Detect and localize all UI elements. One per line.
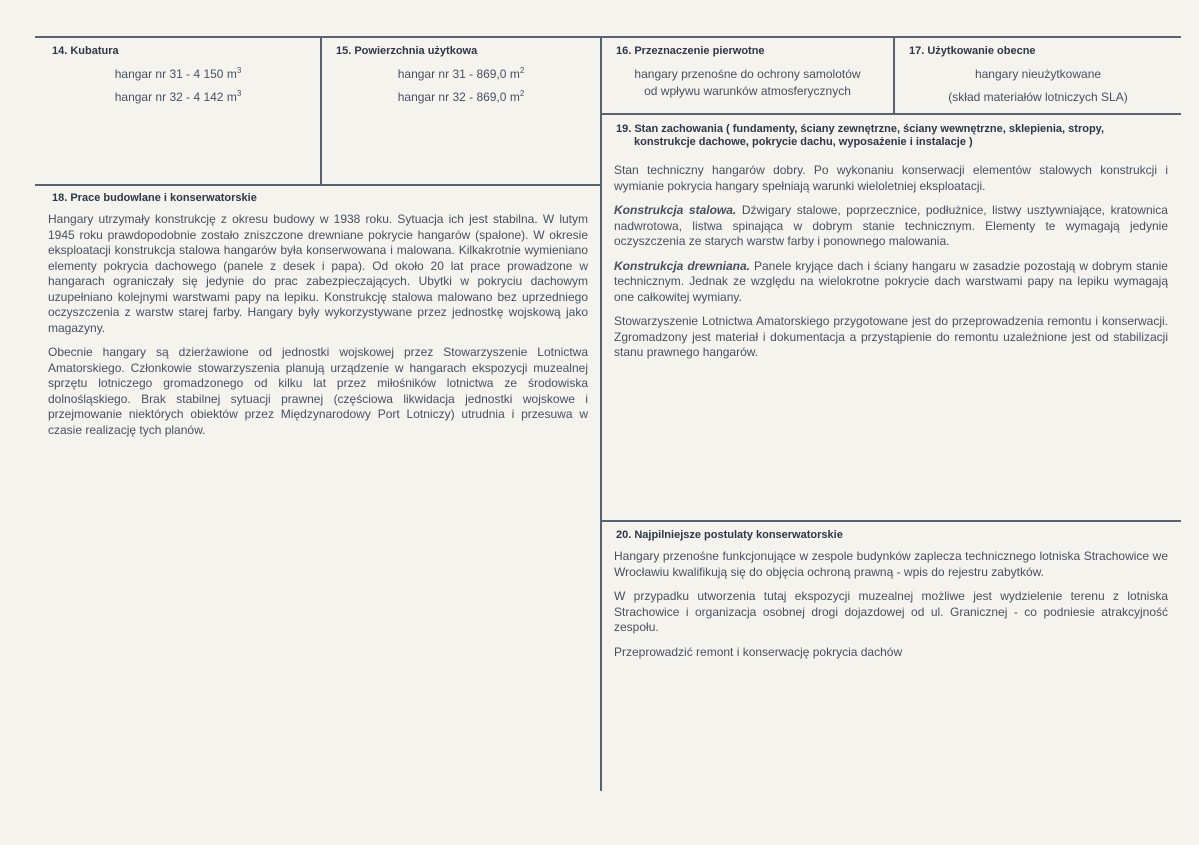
section-16-values: [602, 66, 893, 100]
section-18-paragraph-1: Hangary utrzymały konstrukcję z okresu budowy w 1938 roku. Sytuacja ich jest stabilna. W lutym 1945 roku prawdopodobnie zostało zniszczone drewniane pokrycie hangarów (spalone). W okresie eksploatacji konstrukcja stalowa hangarów była konserwowana i malowana. Kilkakrotnie wymieniano elementy pokrycia dachowego (panele z desek i papa). Od około 20 lat prace prowadzone w hangarach ograniczały się jedynie do prac zabezpieczających. Ubytki w pokryciu dachowym uzupełniano kolejnymi warstwami papy na lepiku. Konstrukcję stalowa malowano bez uprzedniego oczyszczenia z warstw starej farby. Hangary były wykorzystywane przez jednostkę wojskową jako magazyny.: [48, 212, 588, 335]
section-19-paragraph-4: Stowarzyszenie Lotnictwa Amatorskiego przygotowane jest do przeprowadzenia remontu i konserwacji. Zgromadzony jest materiał i dokumentacja a przystąpienie do remontu uzależnione jest od stabilizacji stanu prawnego hangarów.: [614, 314, 1168, 359]
section-20-paragraph-3: Przeprowadzić remont i konserwację pokrycia dachów: [614, 644, 903, 659]
section-20-title: 20. Najpilniejsze postulaty konserwatorskie: [616, 529, 843, 541]
border-under-16-17: [601, 113, 1181, 115]
section-19-paragraph-2: Konstrukcja stalowa. Dźwigary stalowe, poprzecznice, podłużnice, listwy usztywniające, kratownica nadwrotowa, listwa spinająca w dobrym stanie technicznym. Elementy te wymagają jedynie oczyszczenia ze starych warstw farby i ponownego malowania.: [614, 203, 1168, 248]
top-border: [35, 36, 1181, 38]
area-hangar-32: hangar nr 32 - 869,0 $m^2$: [397, 89, 525, 104]
section-17-title: 17. Użytkowanie obecne: [909, 45, 1036, 57]
wooden-structure-lead: Konstrukcja drewniana.: [614, 258, 751, 273]
volume-hangar-31: hangar nr 31 - 4 150 $m^3$: [114, 66, 242, 81]
section-18-paragraph-2: Obecnie hangary są dzierżawione od jednostki wojskowej przez Stowarzyszenie Lotnictwa Amatorskiego. Członkowie stowarzyszenia planują urządzenie w hangarach ekspozycji muzealnej sprzętu lotniczego gromadzonego od kilku lat przez miłośników lotnictwa ze środowiska dolnośląskiego. Brak stabilnej sytuacji prawnej (częściowa likwidacja jednostki wojskowe i przejmowanie niektórych obiektów przez Międzynarodowy Port Lotniczy) utrudnia i przesuwa w czasie realizację tych planów.: [48, 345, 588, 437]
section-16-title: 16. Przeznaczenie pierwotne: [616, 45, 765, 57]
section-18-body: [48, 212, 588, 447]
section-19-title-line-1: 19. Stan zachowania ( fundamenty, ściany zewnętrzne, ściany wewnętrzne, sklepienia, stropy,: [616, 123, 1105, 135]
steel-structure-lead: Konstrukcja stalowa.: [614, 203, 737, 217]
volume-hangar-32: hangar nr 32 - 4 142 $m^3$: [114, 89, 242, 104]
section-19-paragraph-1: Stan techniczny hangarów dobry. Po wykonaniu konserwacji elementów stalowych konstrukcji i wymianie pokrycia hangary spełniają warunki wieloletniej eksploatacji.: [614, 163, 1168, 193]
section-17-values: [895, 66, 1181, 106]
original-purpose-line-2: od wpływu warunków atmosferycznych: [644, 84, 851, 98]
divider-14-15: [320, 36, 322, 186]
section-20-paragraph-1: Hangary przenośne funkcjonujące w zespole budynków zaplecza technicznego lotniska Strachowice we Wrocławiu kwalifikują się do objęcia ochroną prawną - wpis do rejestru zabytków.: [614, 549, 1168, 579]
section-19-paragraph-3: Konstrukcja drewniana. Panele kryjące dach i ściany hangaru w zasadzie pozostają w dobrym stanie technicznym. Jednak ze względu na wielokrotne pokrycie dach warstwami papy na lepiku wymagają one całkowitej wymiany.: [614, 258, 1168, 304]
section-19-body: [614, 163, 1168, 370]
divider-left-right: [600, 36, 602, 791]
section-19-title: [616, 123, 1104, 149]
border-above-20: [601, 520, 1181, 522]
section-18-title: 18. Prace budowlane i konserwatorskie: [52, 192, 257, 204]
current-use-line-1: hangary nieużytkowane: [974, 67, 1102, 81]
current-use-line-2: (skład materiałów lotniczych SLA): [948, 90, 1128, 104]
section-15-values: [322, 66, 600, 106]
section-20-body: [614, 549, 1168, 669]
section-15-title: 15. Powierzchnia użytkowa: [336, 45, 478, 57]
border-above-18: [35, 184, 601, 186]
original-purpose-line-1: hangary przenośne do ochrony samolotów: [634, 67, 861, 81]
section-14-values: [36, 66, 320, 106]
section-19-title-line-2: konstrukcje dachowe, pokrycie dachu, wyposażenie i instalacje ): [634, 136, 973, 148]
section-14-title: 14. Kubatura: [52, 45, 119, 57]
section-20-paragraph-2: W przypadku utworzenia tutaj ekspozycji muzealnej możliwe jest wydzielenie terenu z lotniska Strachowice i organizacja osobnej drogi dojazdowej od ul. Granicznej - co podniesie atrakcyjność zespołu.: [614, 589, 1168, 634]
area-hangar-31: hangar nr 31 - 869,0 $m^2$: [397, 66, 525, 81]
